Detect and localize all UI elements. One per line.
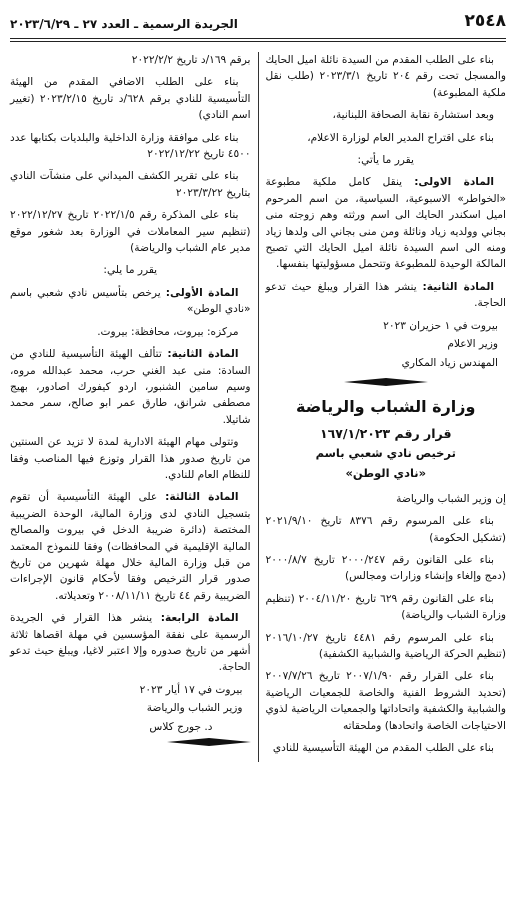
- decision-number: قرار رقم ١٦٧/١/٢٠٢٣: [320, 425, 452, 441]
- paragraph: بناء على الطلب المقدم من الهيئة التأسيسية للنادي: [272, 741, 494, 754]
- article-text: ينقل كامل ملكية مطبوعة «الخواطر» الاسبوعية، السياسية، من اسم المرحوم اميل اسكندر الحايك الى اسم ورثته وهم زوجته منى بجاني وولديه زياد ونائلة ومن منى بجاني الى ولدها زياد ومنه الى اسم السيدة نائلة اميل الحايك التي تصبح المالكة الوحيدة للمطبوعة وتتحمل مسؤوليتها بنفسها.: [265, 176, 506, 271]
- page-number: ٢٥٤٨: [464, 10, 506, 31]
- paragraph: بناء على الطلب الاضافي المقدم من الهيئة التأسيسية للنادي برقم ٦٢٨/د تاريخ ٢٠٢٣/٢/١٥ (تغيير اسم النادي): [10, 76, 251, 122]
- paragraph: وتتولى مهام الهيئة الادارية لمدة لا تزيد عن السنتين من تاريخ صدور هذا القرار وتوزع فيها المناصب وفقا للنظام العام للنادي.: [10, 436, 251, 481]
- decision-subject: ترخيص نادي شعبي باسم: [315, 446, 456, 461]
- paragraph: بناء على الطلب المقدم من السيدة نائلة اميل الحايك والمسجل تحت رقم ٢٠٤ تاريخ ٢٠٢٣/٣/١ (طلب نقل ملكية المطبوعة): [265, 54, 506, 99]
- article-text: يرخص بتأسيس نادي شعبي باسم «نادي الوطن»: [10, 286, 251, 316]
- paragraph: وبعد استشارة نقابة الصحافة اللبنانية،: [332, 109, 494, 122]
- ministry-title: وزارة الشباب والرياضة: [296, 396, 476, 416]
- signature-name: د. جورج كلاس: [149, 720, 213, 733]
- article-title: المادة الرابعة:: [160, 612, 239, 625]
- paragraph: بناء على المرسوم رقم ٨٣٧٦ تاريخ ٢٠٢١/٩/١٠ (تشكيل الحكومة): [265, 515, 506, 544]
- article-2: [10, 346, 251, 428]
- page-header: [10, 8, 506, 34]
- ornament-icon: [167, 737, 251, 747]
- right-column: [266, 52, 507, 762]
- signature-role: وزير الاعلام: [447, 338, 498, 351]
- signature-name: المهندس زياد المكاري: [401, 356, 498, 369]
- article-text: تتألف الهيئة التأسيسية للنادي من السادة: منى عبد الغني حرب، محمد عبدالله مروه، وسيم سامين الشنبور، اردو كيفورك اصادور، بهيج مصطفى شرانق، طارق عمر ابو صالح، سمر محمد شاتيلا.: [10, 348, 251, 426]
- article-text: على الهيئة التأسيسية أن تقوم بتسجيل النادي لدى وزارة المالية، الوحدة الضريبية المختصة (دائرة ضريبة الدخل في بيروت والمصالح المالية الإقليمية في المحافظات) وفقا للنموذج المعتمد من قبل وزارة المالية خلال مهلة شهرين من تاريخ صدور قرار الترخيص وفقا لأحكام قانون الإجراءات الضريبية رقم ٤٤ تاريخ ٢٠٠٨/١١/١١ وتعديلاته.: [10, 491, 251, 602]
- paragraph: برقم ١٦٩/د تاريخ ٢٠٢٢/٢/٢: [131, 54, 251, 66]
- signature-date: بيروت في ١ حزيران ٢٠٢٣: [383, 319, 498, 332]
- two-column-body: [10, 52, 506, 762]
- article-title: المادة الثالثة:: [165, 491, 239, 504]
- ornament-icon: [344, 377, 428, 387]
- paragraph: إن وزير الشباب والرياضة: [396, 492, 506, 505]
- article-1: [10, 285, 251, 318]
- paragraph: بناء على القانون رقم ٢٠٠٠/٢٤٧ تاريخ ٢٠٠٠/٨/٧ (دمج وإلغاء وإنشاء وزارات ومجالس): [265, 553, 506, 583]
- decides-heading: يقرر ما يأتي:: [357, 154, 414, 167]
- left-column: [10, 52, 251, 762]
- signature-block: [10, 682, 243, 735]
- paragraph: بناء على اقتراح المدير العام لوزارة الاعلام،: [307, 131, 494, 144]
- article-title: المادة الثانية:: [167, 348, 239, 361]
- decides-heading: يقرر ما يلي:: [103, 264, 158, 277]
- paragraph: بناء على المرسوم رقم ٤٤٨١ تاريخ ٢٠١٦/١٠/٢٧ (تنظيم الحركة الرياضية والشبابية الكشفية): [265, 631, 506, 660]
- article-title: المادة الأولى:: [165, 286, 239, 299]
- article-4: [10, 610, 251, 676]
- article-title: المادة الاولى:: [414, 176, 494, 189]
- column-divider: [258, 52, 259, 762]
- paragraph: بناء على موافقة وزارة الداخلية والبلديات بكتابها عدد ٤٥٠٠ تاريخ ٢٠٢٢/١٢/٢٢: [10, 131, 251, 161]
- signature-block: [266, 318, 499, 371]
- section-divider-ornament: [266, 377, 507, 387]
- article-3: [10, 489, 251, 604]
- paragraph: بناء على القانون رقم ٦٢٩ تاريخ ٢٠٠٤/١١/٢٠ (تنظيم وزارة الشباب والرياضة): [265, 592, 506, 622]
- article-1: [266, 174, 507, 272]
- article-text: ينشر هذا القرار في الجريدة الرسمية على نفقة المؤسسين في مهلة اقصاها ثلاثة أشهر من تاريخ صدوره وإلا اعتبر لاغيا، ويبلغ حيث تدعو الحاجة.: [10, 612, 251, 674]
- signature-role: وزير الشباب والرياضة: [146, 702, 243, 715]
- paragraph: بناء على تقرير الكشف الميداني على منشآت النادي بتاريخ ٢٠٢٣/٣/٢٢: [10, 170, 251, 199]
- article-text: ينشر هذا القرار ويبلغ حيث تدعو الحاجة.: [265, 280, 506, 310]
- running-title: الجريدة الرسمية ـ العدد ٢٧ ـ ٢٠٢٣/٦/٢٩: [10, 17, 238, 32]
- article-title: المادة الثانية:: [422, 280, 494, 293]
- decision-club-name: «نادي الوطن»: [345, 465, 427, 480]
- paragraph: بناء على المذكرة رقم ٢٠٢٢/١/٥ تاريخ ٢٠٢٢/١٢/٢٧ (تنظيم سير المعاملات في الوزارة بعد شغور موقع مدير عام الشباب والرياضة): [10, 209, 251, 255]
- signature-date: بيروت في ١٧ أيار ٢٠٢٣: [139, 683, 243, 696]
- header-rule: [10, 38, 506, 42]
- paragraph: مركزه: بيروت، محافظة: بيروت.: [97, 325, 239, 338]
- section-divider-ornament: [10, 737, 251, 747]
- article-2: [266, 279, 507, 312]
- paragraph: بناء على القرار رقم ٢٠٠٧/١/٩٠ تاريخ ٢٠٠٧/٧/٢٦ (تحديد الشروط الفنية والخاصة للجمعيات الرياضية والشبابية والكشفية واتحاداتها والجمعيات الرياضية لذوي الاحتياجات الخاصة واتحادها) وملحقاته: [265, 670, 506, 732]
